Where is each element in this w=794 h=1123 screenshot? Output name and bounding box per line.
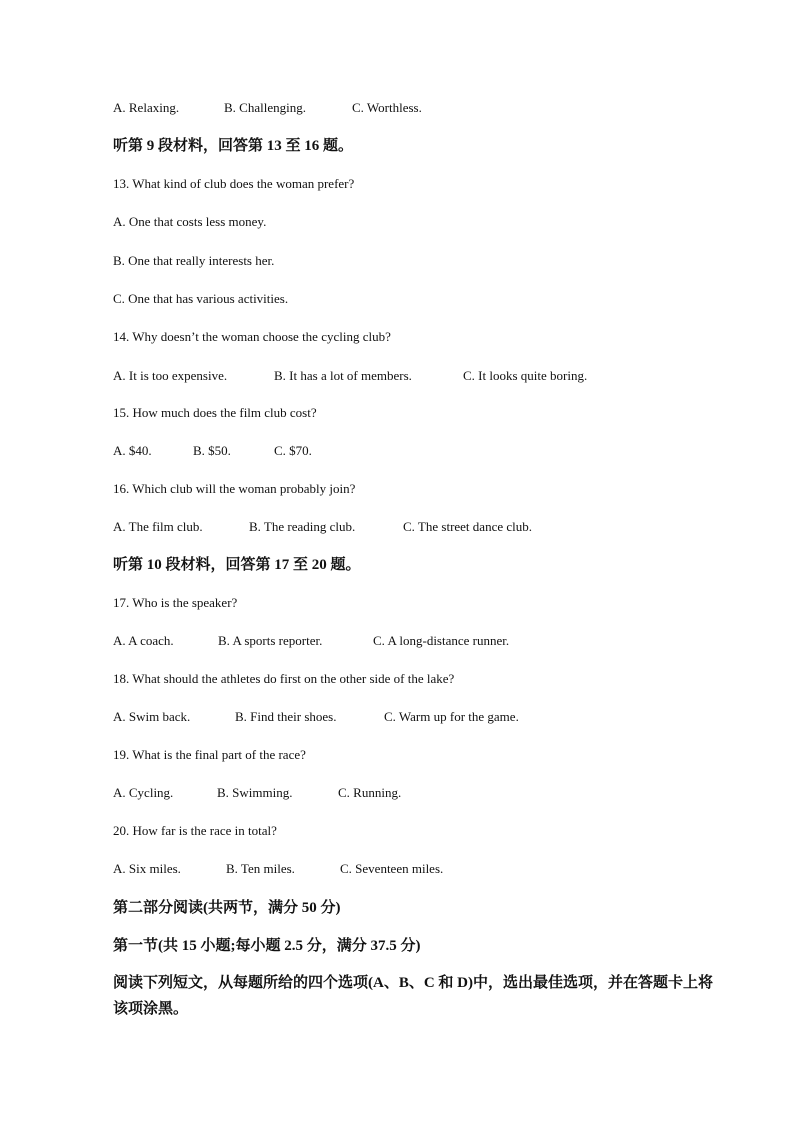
- option-c: C. One that has various activities.: [113, 291, 289, 306]
- option-c: C. A long-distance runner.: [373, 633, 510, 648]
- option-a: A. One that costs less money.: [113, 214, 267, 229]
- question-text: 15. How much does the film club cost?: [113, 405, 317, 420]
- subsection-heading: 第一节(共 15 小题;每小题 2.5 分，满分 37.5 分): [113, 938, 421, 954]
- instructions-paragraph: 阅读下列短文，从每题所给的四个选项(A、B、C 和 D)中，选出最佳选项，并在答题卡上将该项涂黑。: [113, 975, 713, 1017]
- section-heading: 听第 10 段材料，回答第 17 至 20 题。: [113, 557, 361, 573]
- option-row: [113, 518, 593, 536]
- option-c: C. Worthless.: [352, 100, 422, 115]
- option-b: B. Ten miles.: [226, 861, 295, 876]
- option-row: [113, 367, 613, 385]
- option-a: A. Six miles.: [113, 861, 181, 876]
- option-b: B. It has a lot of members.: [274, 368, 412, 383]
- question-text: 14. Why doesn’t the woman choose the cycling club?: [113, 329, 391, 344]
- option-c: C. $70.: [274, 443, 312, 458]
- option-b: B. A sports reporter.: [218, 633, 323, 648]
- question-text: 17. Who is the speaker?: [113, 595, 238, 610]
- option-a: A. The film club.: [113, 519, 203, 534]
- option-a: A. Swim back.: [113, 709, 191, 724]
- option-a: A. A coach.: [113, 633, 174, 648]
- option-c: C. Warm up for the game.: [384, 709, 519, 724]
- option-a: A. $40.: [113, 443, 152, 458]
- option-b: B. One that really interests her.: [113, 253, 275, 268]
- option-row: [113, 99, 513, 117]
- option-row: [113, 632, 573, 650]
- option-a: A. It is too expensive.: [113, 368, 228, 383]
- option-b: B. Find their shoes.: [235, 709, 337, 724]
- option-row: [113, 784, 473, 802]
- option-row: [113, 442, 413, 460]
- part-heading: 第二部分阅读(共两节，满分 50 分): [113, 900, 341, 916]
- question-text: 20. How far is the race in total?: [113, 823, 277, 838]
- option-b: B. Swimming.: [217, 785, 293, 800]
- option-c: C. The street dance club.: [403, 519, 532, 534]
- option-row: [113, 708, 573, 726]
- option-c: C. Running.: [338, 785, 402, 800]
- option-c: C. Seventeen miles.: [340, 861, 444, 876]
- question-text: 18. What should the athletes do first on the other side of the lake?: [113, 671, 455, 686]
- option-row: [113, 860, 533, 878]
- option-b: B. Challenging.: [224, 100, 306, 115]
- question-text: 16. Which club will the woman probably join?: [113, 481, 356, 496]
- option-b: B. $50.: [193, 443, 231, 458]
- option-c: C. It looks quite boring.: [463, 368, 588, 383]
- option-a: A. Cycling.: [113, 785, 174, 800]
- question-text: 13. What kind of club does the woman prefer?: [113, 176, 355, 191]
- option-a: A. Relaxing.: [113, 100, 180, 115]
- section-heading: 听第 9 段材料，回答第 13 至 16 题。: [113, 138, 354, 154]
- option-b: B. The reading club.: [249, 519, 356, 534]
- question-text: 19. What is the final part of the race?: [113, 747, 306, 762]
